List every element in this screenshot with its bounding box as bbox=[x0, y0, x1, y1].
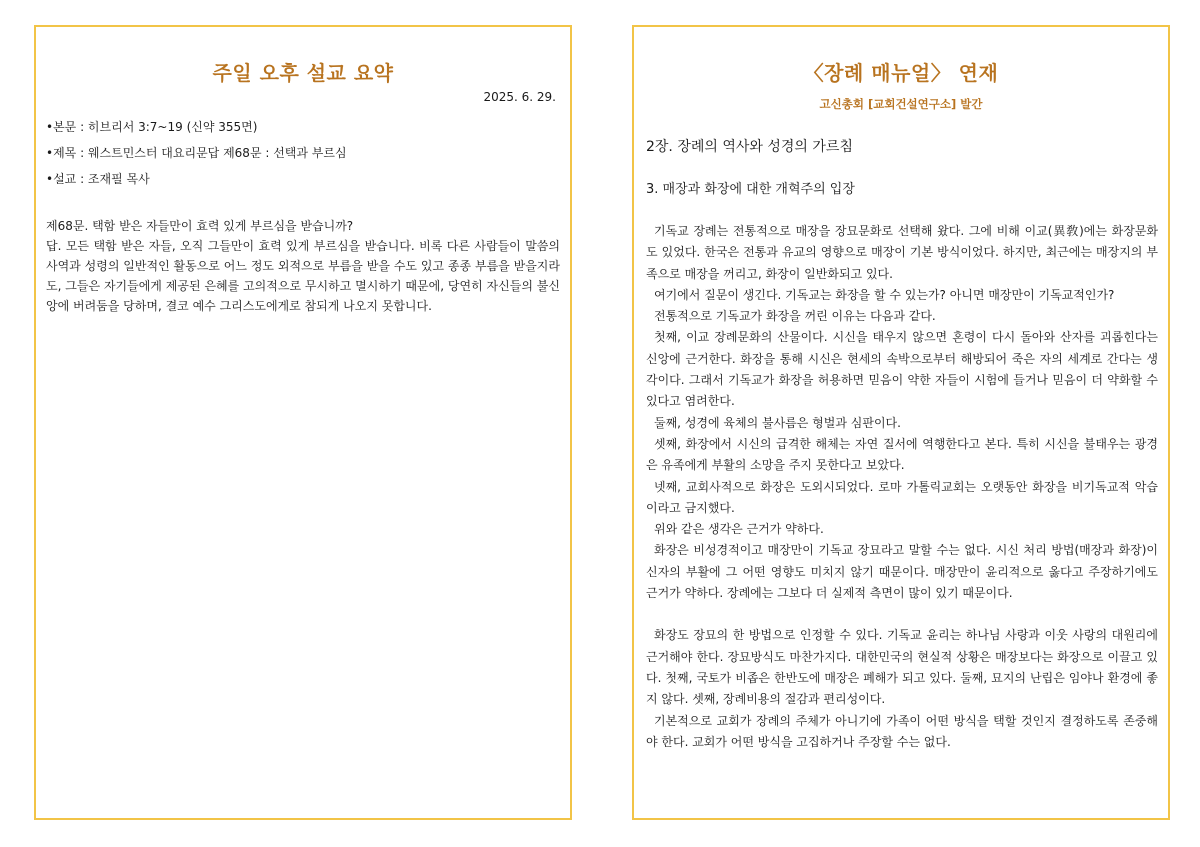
sermon-meta bbox=[46, 114, 570, 192]
sermon-title: 주일 오후 설교 요약 bbox=[212, 61, 394, 85]
funeral-manual-page bbox=[632, 25, 1170, 820]
paragraph: 기본적으로 교회가 장례의 주체가 아니기에 가족이 어떤 방식을 택할 것인지 결정하도록 존중해야 한다. 교회가 어떤 방식을 고집하거나 주장할 수는 없다. bbox=[646, 713, 1158, 749]
paragraph: 기독교 장례는 전통적으로 매장을 장묘문화로 선택해 왔다. 그에 비해 이교(異敎)에는 화장문화도 있었다. 한국은 전통과 유교의 영향으로 매장이 기본 방식이었다. 하지만, 최근에는 매장지의 부족으로 매장을 꺼리고, 화장이 일반화되고 있다. bbox=[646, 224, 1158, 281]
catechism-answer: 답. 모든 택함 받은 자들, 오직 그들만이 효력 있게 부르심을 받습니다. 비록 다른 사람들이 말씀의 사역과 성령의 일반적인 활동으로 어느 정도 외적으로 부름을 받을 수도 있고 종종 부름을 받을지라도, 그들은 자기들에게 제공된 은혜를 고의적으로 무시하고 멸시하기 때문에, 당연히 자신들의 불신앙에 버려둠을 당하며, 결코 예수 그리스도에게로 참되게 나오지 못합니다. bbox=[46, 239, 560, 313]
paragraph: 넷째, 교회사적으로 화장은 도외시되었다. 로마 가톨릭교회는 오랫동안 화장을 비기독교적 악습이라고 금지했다. bbox=[646, 479, 1158, 515]
manual-publisher: 고신총회 [교회건설연구소] 발간 bbox=[819, 97, 983, 111]
sermon-date: 2025. 6. 29. bbox=[483, 90, 556, 104]
section-heading: 3. 매장과 화장에 대한 개혁주의 입장 bbox=[646, 182, 855, 197]
paragraph: 첫째, 이교 장례문화의 산물이다. 시신을 태우지 않으면 혼령이 다시 돌아와 산자를 괴롭힌다는 신앙에 근거한다. 화장을 통해 시신은 현세의 속박으로부터 해방되어 죽은 자의 세계로 간다는 생각이다. 그래서 기독교가 화장을 허용하면 믿음이 약한 자들이 시험에 들거나 믿음이 더 약화할 수 있다고 염려한다. bbox=[646, 330, 1158, 409]
paragraph: 위와 같은 생각은 근거가 약하다. bbox=[654, 522, 824, 537]
scripture-line: •본문 : 히브리서 3:7~19 (신약 355면) bbox=[46, 120, 258, 134]
article-body bbox=[646, 221, 1158, 753]
paragraph: 셋째, 화장에서 시신의 급격한 해체는 자연 질서에 역행한다고 본다. 특히 시신을 불태우는 광경은 유족에게 부활의 소망을 주지 못한다고 보았다. bbox=[646, 436, 1158, 473]
catechism-qa bbox=[46, 216, 560, 316]
sermon-summary-page bbox=[34, 25, 572, 820]
paragraph: 화장도 장묘의 한 방법으로 인정할 수 있다. 기독교 윤리는 하나님 사랑과 이웃 사랑의 대원리에 근거해야 한다. 장묘방식도 마찬가지다. 대한민국의 현실적 상황은 매장보다는 화장으로 이끌고 있다. 첫째, 국토가 비좁은 한반도에 매장은 폐해가 되고 있다. 둘째, 묘지의 난립은 임야나 환경에 좋지 않다. 셋째, 장례비용의 절감과 편리성이다. bbox=[646, 628, 1158, 707]
preacher-line: •설교 : 조재필 목사 bbox=[46, 172, 150, 186]
subject-line: •제목 : 웨스트민스터 대요리문답 제68문 : 선택과 부르심 bbox=[46, 146, 347, 160]
chapter-heading: 2장. 장례의 역사와 성경의 가르침 bbox=[646, 139, 853, 155]
manual-title: 〈장례 매뉴얼〉 연재 bbox=[803, 61, 999, 85]
paragraph: 여기에서 질문이 생긴다. 기독교는 화장을 할 수 있는가? 아니면 매장만이 기독교적인가? bbox=[654, 287, 1115, 302]
paragraph: 화장은 비성경적이고 매장만이 기독교 장묘라고 말할 수는 없다. 시신 처리 방법(매장과 화장)이 신자의 부활에 그 어떤 영향도 미치지 않기 때문이다. 매장만이 윤리적으로 옳다고 주장하기에도 근거가 약하다. 장례에는 그보다 더 실제적 측면이 많이 있기 때문이다. bbox=[646, 543, 1158, 601]
paragraph: 둘째, 성경에 육체의 불사름은 형벌과 심판이다. bbox=[654, 415, 901, 430]
catechism-question: 제68문. 택함 받은 자들만이 효력 있게 부르심을 받습니까? bbox=[46, 219, 354, 233]
paragraph: 전통적으로 기독교가 화장을 꺼린 이유는 다음과 같다. bbox=[654, 309, 936, 324]
